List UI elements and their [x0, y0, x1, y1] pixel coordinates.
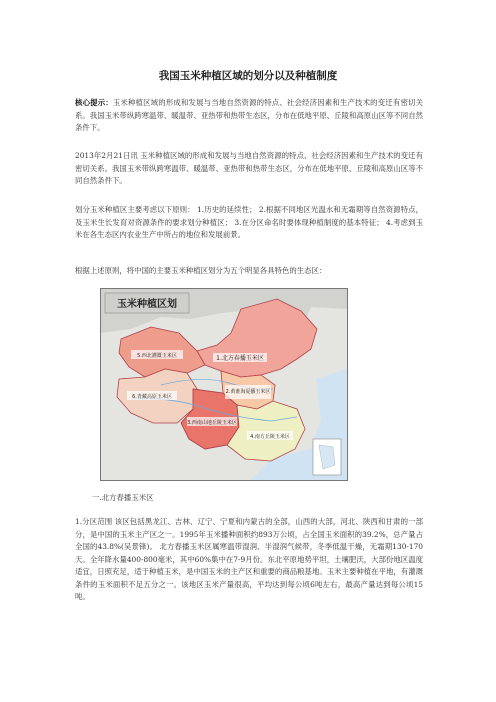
section-heading: 一.北方春播玉米区 [92, 493, 154, 502]
principles-paragraph: 划分玉米种植区主要考虑以下原则： 1.历史的延续性； 2.根据不同地区光温水和无霜期等自然资源特点，及玉米生长发育对资源条件的要求划分种植区； 3.在分区命名时要体现种植制度的基本特征； 4.考虑到玉米在各生态区内农业生产中所占的地位和发展前景。 [75, 205, 423, 239]
zoning-map [100, 288, 348, 481]
map-svg [101, 289, 347, 480]
core-label: 核心提示： [75, 98, 113, 107]
section-body: 1.分区范围 该区包括黑龙江、吉林、辽宁、宁夏和内蒙古的全部，山西的大部，河北、陕西和甘肃的一部分，是中国的玉米主产区之一。1995年玉米播种面积约893万公顷，占全国玉米面积的39.2%，总产量占全国的43.8%(吴景锋)。 北方春播玉米区属寒温带湿润、半湿润气候带，冬季低温干燥，无霜期130-170天。全年降水量400-800毫米，其中60%集中在7-9月份。东北平原地势平坦，土壤肥沃，大部份地区温度适宜，日照充足，适于种植玉米，是中国玉米的主产区和重要的商品粮基地。玉米主要种植在平地，有灌溉条件的玉米面积不足五分之一。该地区玉米产量很高，平均达到每公顷6吨左右，最高产量达到每公顷15吨。 [75, 517, 423, 601]
label-qinghai: 6.青藏高原玉米区 [132, 394, 172, 400]
lead-paragraph: 根据上述原则，将中国的主要玉米种植区划分为五个明显各具特色的生态区： [75, 266, 327, 275]
intro-paragraph: 2013年2月21日讯 玉米种植区域的形成和发展与当地自然资源的特点、社会经济因素和生产技术的变迁有密切关系。我国玉米带纵跨寒温带、暖温带、亚热带和热带生态区，分布在低地平原、丘陵和高原山区等不同自然条件下。 [75, 151, 423, 185]
page-title: 我国玉米种植区域的划分以及种植制度 [158, 70, 338, 82]
core-text: 玉米种植区域的形成和发展与当地自然资源的特点、社会经济因素和生产技术的变迁有密切关系。我国玉米带纵跨寒温带、暖温带、亚热带和热带生态区，分布在低地平原、丘陵和高原山区等不同自然条件下。 [75, 98, 423, 132]
label-huanghuai: 2.黄淮海夏播玉米区 [225, 389, 271, 395]
label-north: 1.北方春播玉米区 [216, 355, 264, 362]
label-northwest: 5.西北灌溉玉米区 [137, 353, 177, 359]
core-summary [75, 97, 423, 135]
map-title: 玉米种植区划 [117, 299, 177, 310]
label-southwest: 3.西南山地丘陵玉米区 [187, 420, 237, 426]
label-south: 4.南方丘陵玉米区 [250, 434, 290, 440]
